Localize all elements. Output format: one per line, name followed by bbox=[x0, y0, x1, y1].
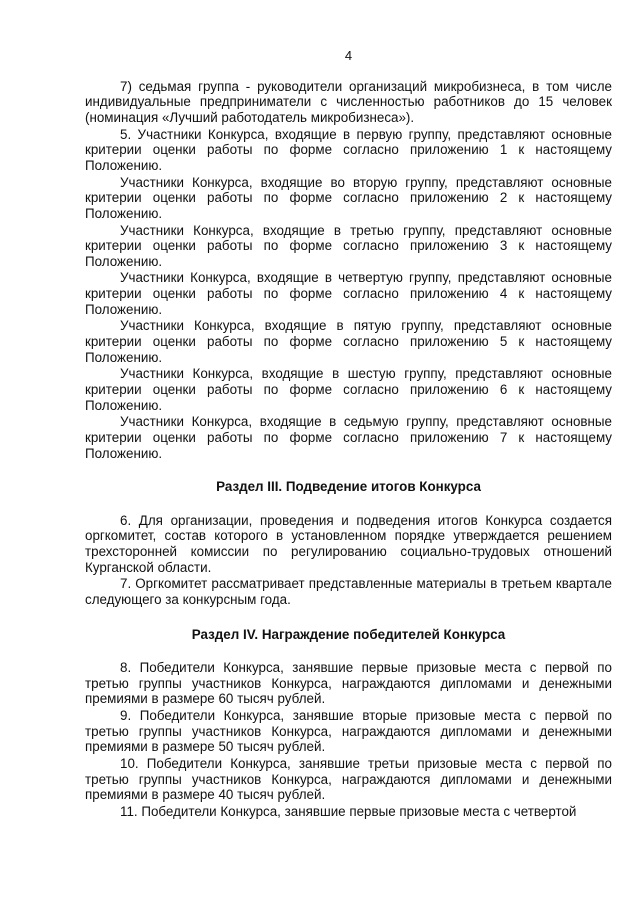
document-page bbox=[85, 48, 612, 821]
paragraph-6-orgcommittee: 6. Для организации, проведения и подведения итогов Конкурса создается оргкомитет, состав которого в установленном порядке утверждается решением трехсторонней комиссии по регулированию социально-трудовых отношений Курганской области. bbox=[85, 512, 612, 575]
paragraph-group-7: 7) седьмая группа - руководители организаций микробизнеса, в том числе индивидуальные предприниматели с численностью работников до 15 человек (номинация «Лучший работодатель микробизнеса»). bbox=[85, 78, 612, 125]
paragraph-criteria-group-3: Участники Конкурса, входящие в третью группу, представляют основные критерии оценки работы по форме согласно приложению 3 к настоящему Положению. bbox=[85, 222, 612, 269]
paragraph-10-third-places: 10. Победители Конкурса, занявшие третьи призовые места с первой по третью группы участников Конкурса, награждаются дипломами и денежными премиями в размере 40 тысяч рублей. bbox=[85, 756, 612, 803]
page-number: 4 bbox=[344, 48, 353, 63]
section-3-title: Раздел III. Подведение итогов Конкурса bbox=[216, 479, 481, 495]
section-4-title: Раздел IV. Награждение победителей Конкурса bbox=[191, 626, 506, 642]
paragraph-criteria-group-6: Участники Конкурса, входящие в шестую группу, представляют основные критерии оценки работы по форме согласно приложению 6 к настоящему Положению. bbox=[85, 366, 612, 413]
paragraph-7-review: 7. Оргкомитет рассматривает представленные материалы в третьем квартале следующего за конкурсным года. bbox=[85, 576, 612, 607]
paragraph-criteria-group-5: Участники Конкурса, входящие в пятую группу, представляют основные критерии оценки работы по форме согласно приложению 5 к настоящему Положению. bbox=[85, 318, 612, 365]
paragraph-5-criteria-group-1: 5. Участники Конкурса, входящие в первую группу, представляют основные критерии оценки работы по форме согласно приложению 1 к настоящему Положению. bbox=[85, 126, 612, 173]
paragraph-criteria-group-7: Участники Конкурса, входящие в седьмую группу, представляют основные критерии оценки работы по форме согласно приложению 7 к настоящему Положению. bbox=[85, 414, 612, 461]
paragraph-criteria-group-2: Участники Конкурса, входящие во вторую группу, представляют основные критерии оценки работы по форме согласно приложению 2 к настоящему Положению. bbox=[85, 174, 612, 221]
paragraph-8-first-places: 8. Победители Конкурса, занявшие первые призовые места с первой по третью группы участников Конкурса, награждаются дипломами и денежными премиями в размере 60 тысяч рублей. bbox=[85, 660, 612, 707]
paragraph-11-first-places-group-4: 11. Победители Конкурса, занявшие первые призовые места с четвертой bbox=[120, 804, 577, 819]
paragraph-criteria-group-4: Участники Конкурса, входящие в четвертую группу, представляют основные критерии оценки работы по форме согласно приложению 4 к настоящему Положению. bbox=[85, 270, 612, 317]
paragraph-9-second-places: 9. Победители Конкурса, занявшие вторые призовые места с первой по третью группы участников Конкурса, награждаются дипломами и денежными премиями в размере 50 тысяч рублей. bbox=[85, 708, 612, 755]
